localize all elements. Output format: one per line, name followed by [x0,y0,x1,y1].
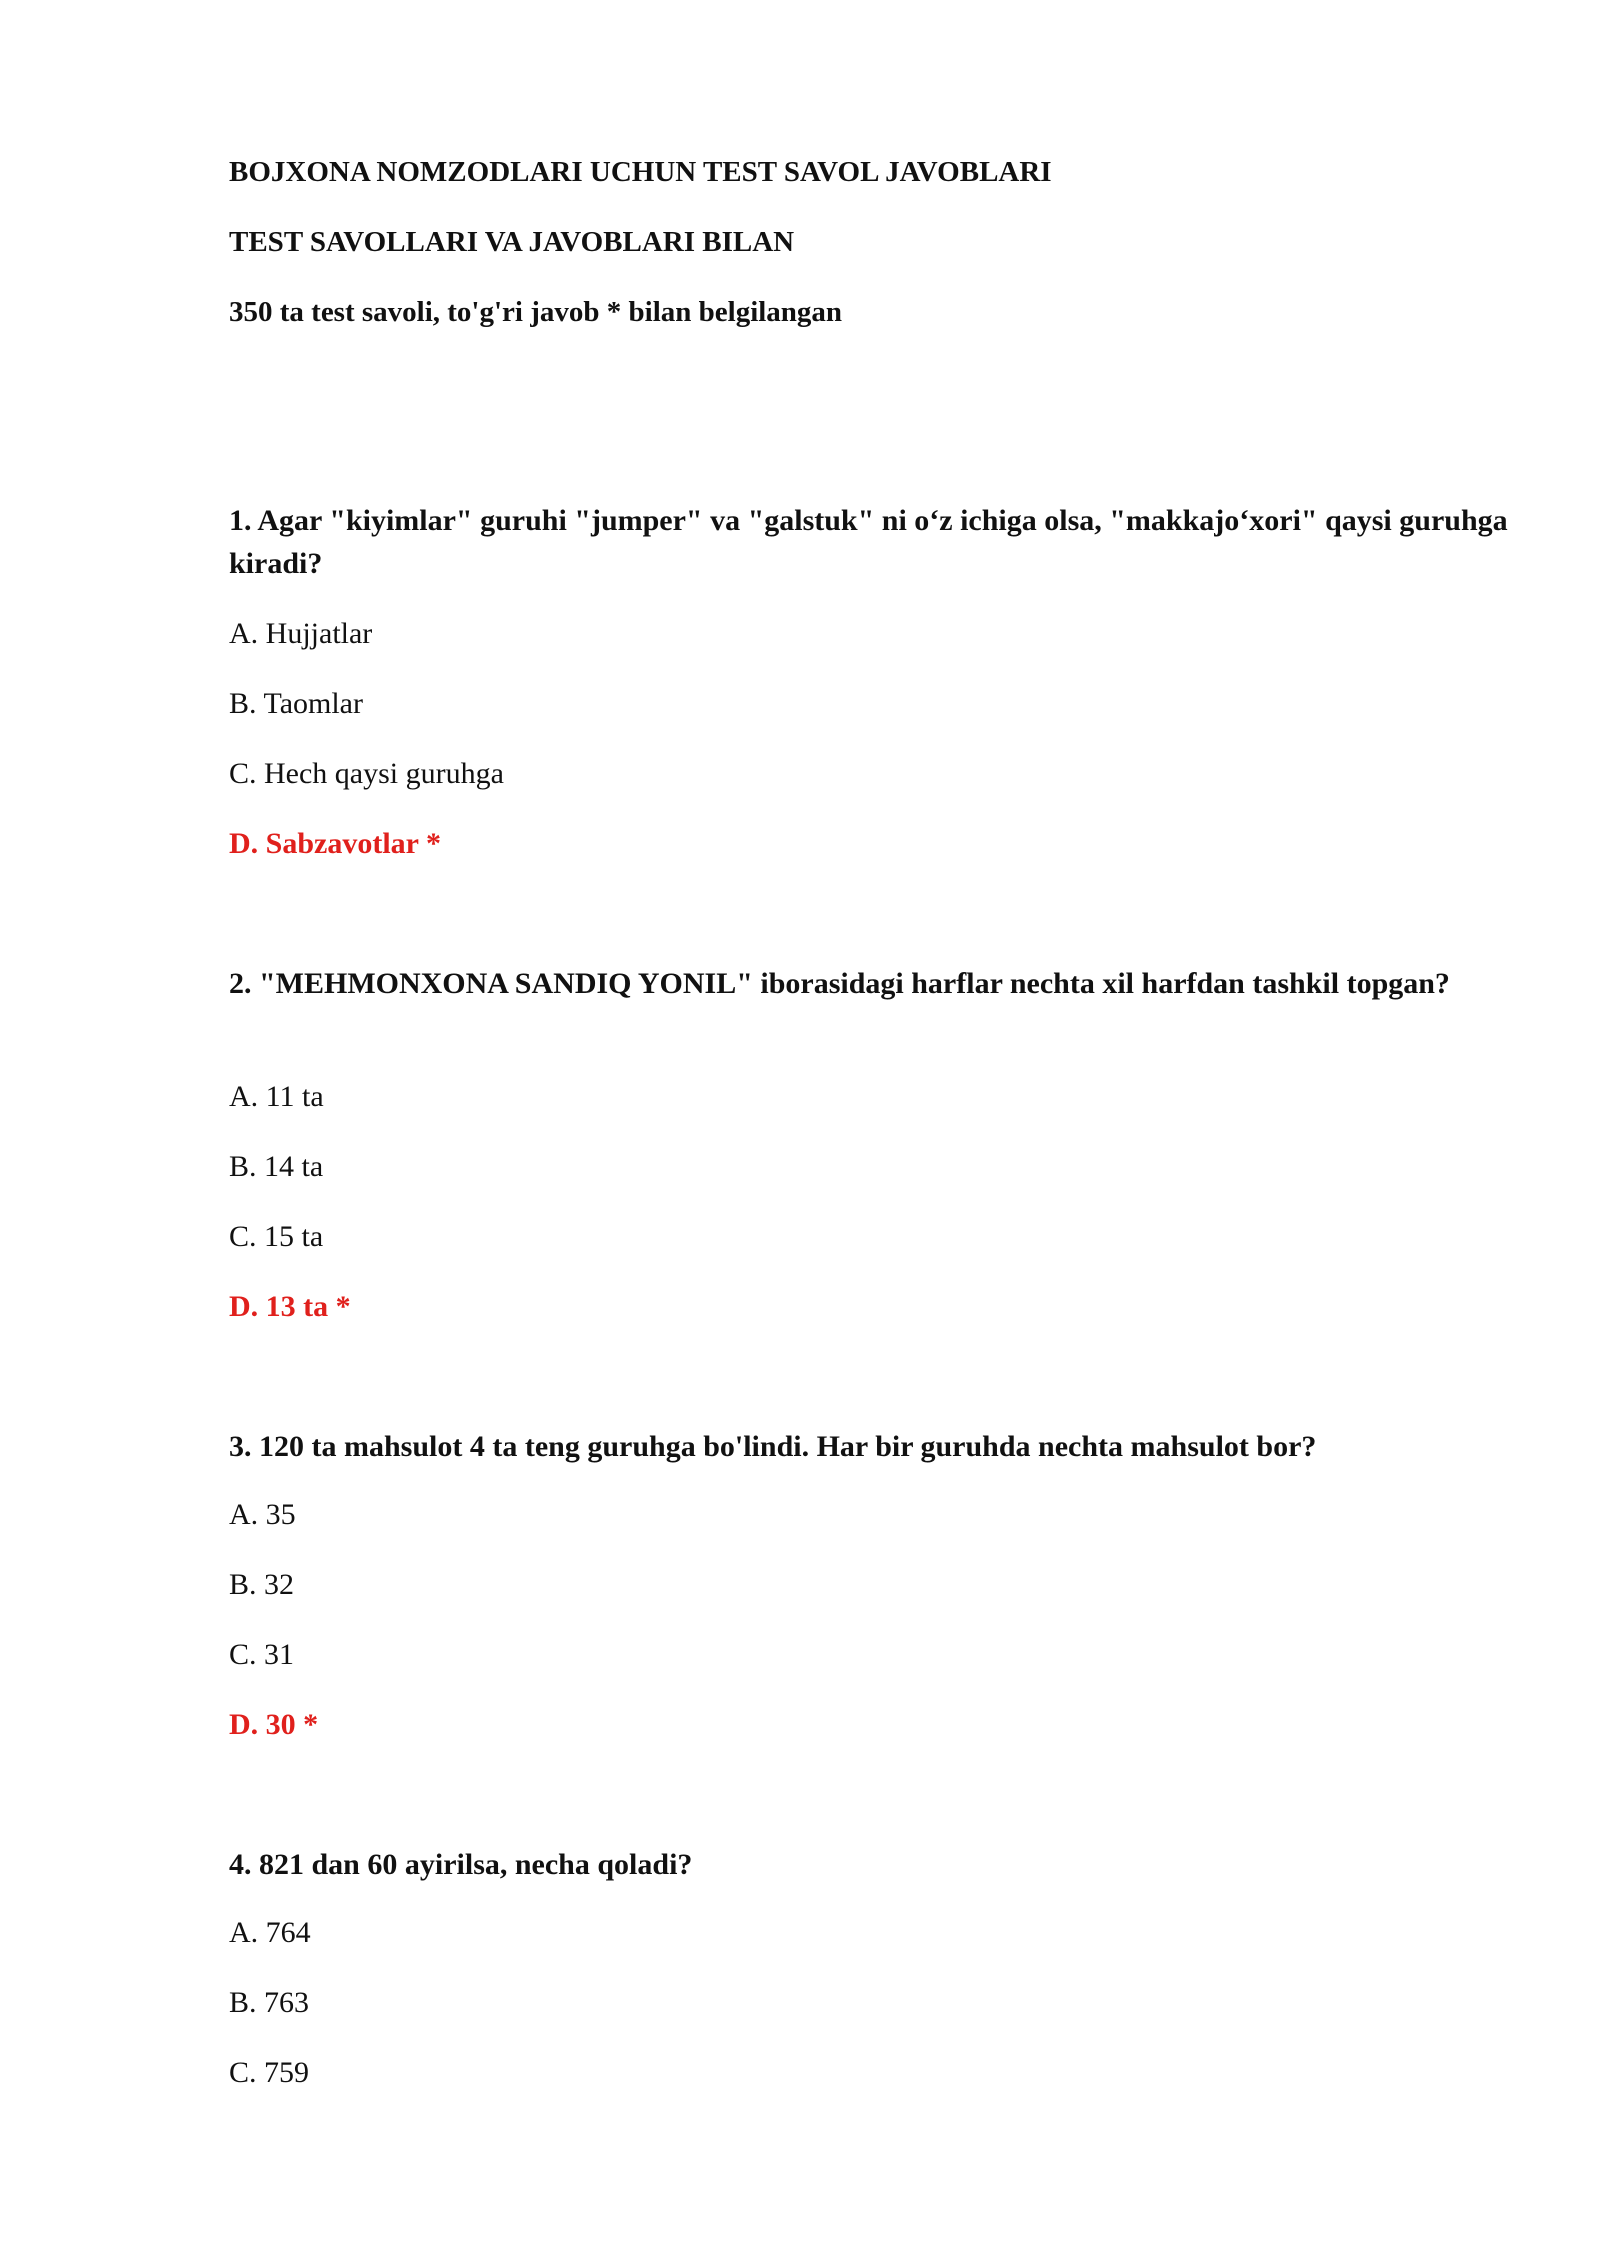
question-2-option-d-correct: D. 13 ta * [229,1290,351,1323]
document-title: BOJXONA NOMZODLARI UCHUN TEST SAVOL JAVOBLARI [229,156,1052,188]
question-3-option-d-correct: D. 30 * [229,1708,319,1741]
question-4-option-c: C. 759 [229,2056,310,2089]
question-3-option-a: A. 35 [229,1498,296,1531]
question-1-text: 1. Agar "kiyimlar" guruhi "jumper" va "galstuk" ni o‘z ichiga olsa, "makkajo‘xori" qaysi guruhga kiradi? [229,504,1508,580]
question-2-text: 2. "MEHMONXONA SANDIQ YONIL" iborasidagi harflar nechta xil harfdan tashkil topgan? [229,967,1450,1000]
question-4-text: 4. 821 dan 60 ayirilsa, necha qoladi? [229,1848,693,1881]
question-3-text: 3. 120 ta mahsulot 4 ta teng guruhga bo'lindi. Har bir guruhda nechta mahsulot bor? [229,1430,1317,1463]
question-3-option-b: B. 32 [229,1568,295,1601]
document-subtitle: TEST SAVOLLARI VA JAVOBLARI BILAN [229,226,795,258]
question-1-option-b: B. Taomlar [229,687,363,720]
question-1-option-c: C. Hech qaysi guruhga [229,757,504,790]
question-4-option-b: B. 763 [229,1986,310,2019]
question-3-option-c: C. 31 [229,1638,295,1671]
question-1-option-a: A. Hujjatlar [229,617,373,650]
document-note: 350 ta test savoli, to'g'ri javob * bilan belgilangan [229,296,843,328]
question-1-option-d-correct: D. Sabzavotlar * [229,827,441,860]
question-4-option-a: A. 764 [229,1916,311,1949]
question-2-option-a: A. 11 ta [229,1080,324,1113]
question-2-option-b: B. 14 ta [229,1150,324,1183]
question-2-option-c: C. 15 ta [229,1220,324,1253]
